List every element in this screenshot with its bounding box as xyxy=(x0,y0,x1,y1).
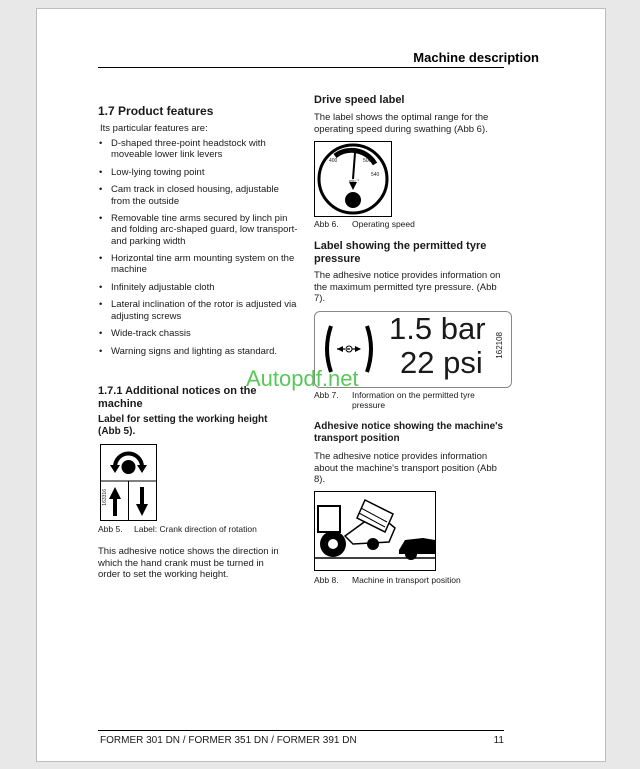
gauge-unit: min⁻¹ xyxy=(349,178,359,183)
tyre-label-code: 162108 xyxy=(495,332,504,359)
label-heading: Label for setting the working height (Abb 5). xyxy=(98,414,268,437)
tyre-pressure-text: The adhesive notice provides information on the maximum permitted tyre pressure. (Abb 7). xyxy=(314,270,501,304)
features-list xyxy=(98,138,298,363)
list-item: • Wide-track chassis xyxy=(98,328,298,339)
gauge-tick-400: 400 xyxy=(329,158,338,164)
list-item: • Cam track in closed housing, adjustable from the outside xyxy=(98,184,298,207)
abb5-number: Abb 5. xyxy=(98,524,123,534)
features-intro: Its particular features are: xyxy=(100,123,208,134)
section-title: 1.7 Product features xyxy=(98,104,214,118)
abb8-number: Abb 8. xyxy=(314,575,339,585)
gauge-tick-500: 500 xyxy=(363,158,372,164)
crank-paragraph: This adhesive notice shows the direction in which the hand crank must be turned in order to set the working height. xyxy=(98,546,279,580)
operating-speed-label xyxy=(314,141,392,217)
transport-machine-icon xyxy=(315,492,435,570)
drive-speed-heading: Drive speed label xyxy=(314,94,405,106)
abb7-number: Abb 7. xyxy=(314,390,339,400)
list-item: • Horizontal tine arm mounting system on the machine xyxy=(98,253,298,276)
tyre-pressure-heading: Label showing the permitted tyre pressure xyxy=(314,240,487,265)
abb6-number: Abb 6. xyxy=(314,219,339,229)
abb5-caption: Label: Crank direction of rotation xyxy=(134,524,257,534)
drive-speed-text: The label shows the optimal range for the operating speed during swathing (Abb 6). xyxy=(314,112,489,135)
abb6-caption: Operating speed xyxy=(352,219,415,229)
crank-direction-label xyxy=(100,444,157,521)
transport-text: The adhesive notice provides information about the machine's transport position (Abb 8). xyxy=(314,451,497,485)
label-code: 163316 xyxy=(102,489,108,506)
header-divider xyxy=(98,67,504,68)
gauge-tick-450: 450 xyxy=(348,148,357,154)
abb8-caption: Machine in transport position xyxy=(352,575,461,585)
transport-position-label xyxy=(314,491,436,571)
watermark: Autopdf.net xyxy=(246,366,359,391)
subsection-title: 1.7.1 Additional notices on the machine xyxy=(98,385,257,410)
list-item: • Low-lying towing point xyxy=(98,167,298,178)
page-header-title: Machine description xyxy=(413,50,539,65)
list-item: • Removable tine arms secured by linch pin and folding arc-shaped guard, low transport- and parking width xyxy=(98,213,298,247)
footer-models: FORMER 301 DN / FORMER 351 DN / FORMER 391 DN xyxy=(100,735,357,746)
footer-divider xyxy=(98,730,504,731)
list-item: • Warning signs and lighting as standard. xyxy=(98,346,298,357)
gauge-tick-540: 540 xyxy=(371,172,380,178)
page-number: 11 xyxy=(493,735,504,746)
abb7-caption: Information on the permitted tyre pressure xyxy=(352,390,475,410)
pressure-psi: 22 psi xyxy=(400,345,483,380)
transport-heading: Adhesive notice showing the machine's transport position xyxy=(314,421,504,444)
list-item: • Lateral inclination of the rotor is adjusted via adjusting screws xyxy=(98,299,298,322)
crank-rotation-icon xyxy=(101,445,156,520)
list-item: • Infinitely adjustable cloth xyxy=(98,282,298,293)
pressure-bar: 1.5 bar xyxy=(389,311,486,346)
list-item: • D-shaped three-point headstock with moveable lower link levers xyxy=(98,138,298,161)
